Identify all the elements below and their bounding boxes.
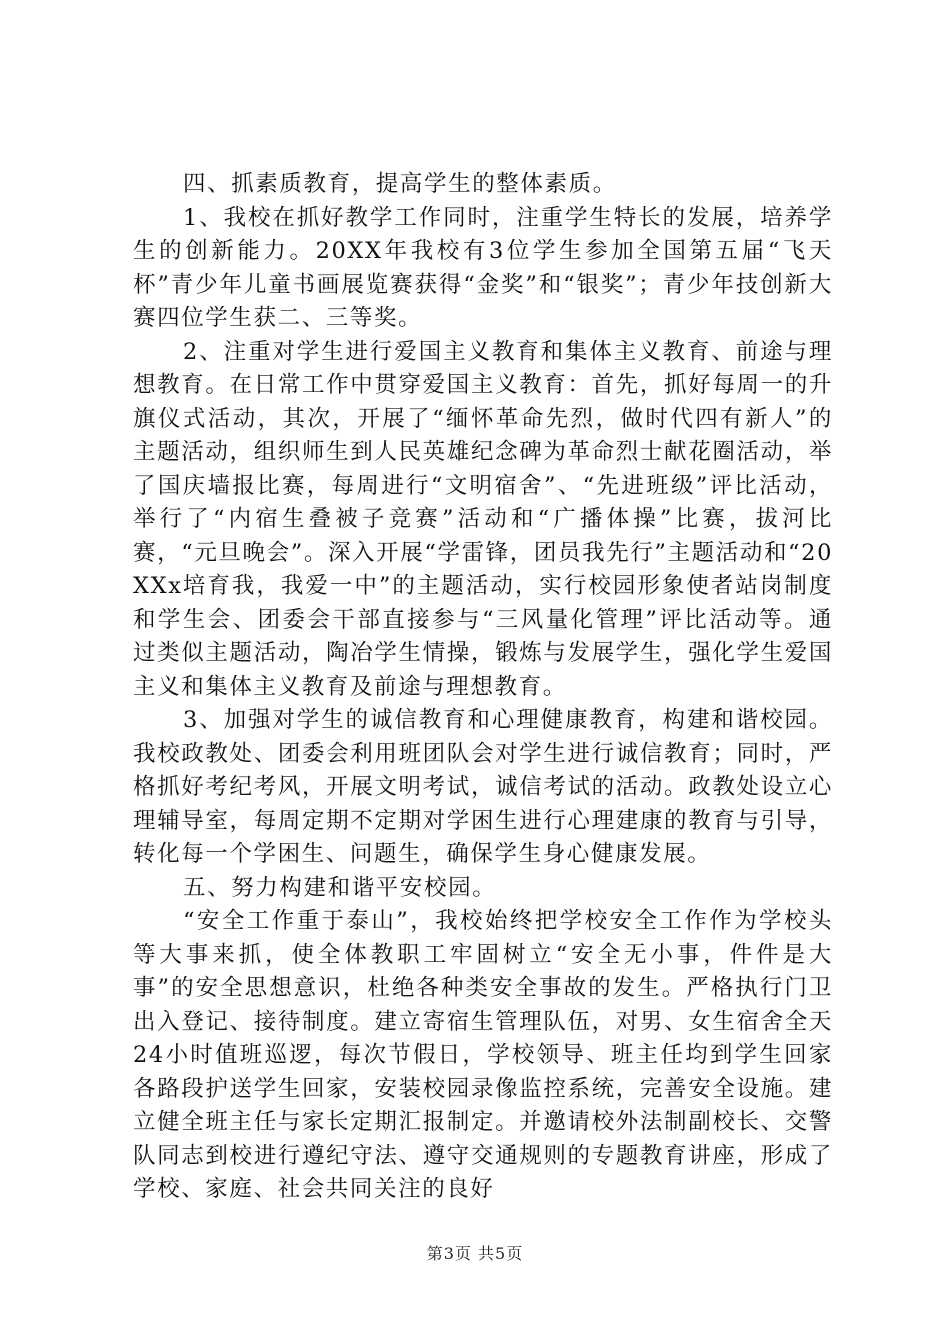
paragraph-safety-work: “安全工作重于泰山”，我校始终把学校安全工作作为学校头等大事来抓，使全体教职工牢固树立“安全无小事，件件是大事”的安全思想意识，杜绝各种类安全事故的发生。严格执行门卫出入登记、接待制度。建立寄宿生管理队伍，对男、女生宿舍全天24小时值班巡逻，每次节假日，学校领导、班主任均到学生回家各路段护送学生回家，安装校园录像监控系统，完善安全设施。建立健全班主任与家长定期汇报制定。并邀请校外法制副校长、交警队同志到校进行遵纪守法、遵守交通规则的专题教育讲座，形成了学校、家庭、社会共同关注的良好 xyxy=(133,908,833,1202)
section-heading-safe-campus: 五、努力构建和谐平安校园。 xyxy=(183,874,497,901)
page-number-footer: 第3页 共5页 xyxy=(426,1244,524,1263)
paragraph-item-3: 3、加强对学生的诚信教育和心理健康教育，构建和谐校园。我校政教处、团委会利用班团队会对学生进行诚信教育；同时，严格抓好考纪考风，开展文明考试，诚信考试的活动。政教处设立心理辅导室，每周定期不定期对学困生进行心理建康的教育与引导，转化每一个学困生、问题生，确保学生身心健康发展。 xyxy=(133,707,833,867)
paragraph-item-2: 2、注重对学生进行爱国主义教育和集体主义教育、前途与理想教育。在日常工作中贯穿爱国主义教育：首先，抓好每周一的升旗仪式活动，其次，开展了“缅怀革命先烈，做时代四有新人”的主题活动，组织师生到人民英雄纪念碑为革命烈士献花圈活动，举了国庆墙报比赛，每周进行“文明宿舍”、“先进班级”评比活动，举行了“内宿生叠被子竞赛”活动和“广播体操”比赛，拔河比赛，“元旦晚会”。深入开展“学雷锋，团员我先行”主题活动和“20XXx培育我，我爱一中”的主题活动，实行校园形象使者站岗制度和学生会、团委会干部直接参与“三风量化管理”评比活动等。通过类似主题活动，陶冶学生情操，锻炼与发展学生，强化学生爱国主义和集体主义教育及前途与理想教育。 xyxy=(133,338,833,700)
paragraph-item-1: 1、我校在抓好教学工作同时，注重学生特长的发展，培养学生的创新能力。20XX年我校有3位学生参加全国第五届“飞天杯”青少年儿童书画展览赛获得“金奖”和“银奖”；青少年技创新大赛四位学生获二、三等奖。 xyxy=(133,204,833,331)
document-body xyxy=(133,168,833,1207)
section-heading-quality-education: 四、抓素质教育，提高学生的整体素质。 xyxy=(183,171,617,197)
